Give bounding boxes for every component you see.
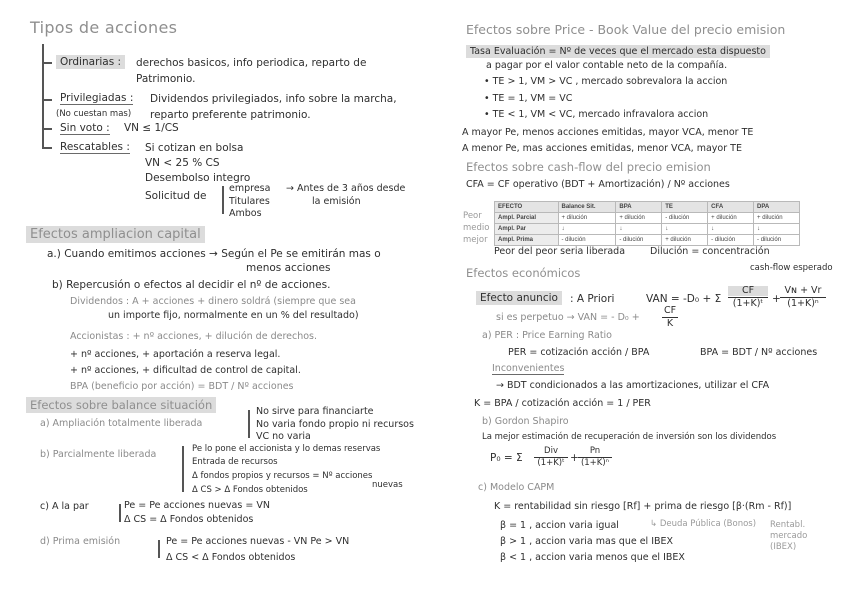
bpa-equation: BPA = BDT / Nº acciones	[700, 347, 818, 358]
table-cell: Ampl. Par	[495, 224, 559, 235]
table-cell: - dilución	[754, 235, 800, 246]
amp-dividendos: Dividendos : A + acciones + dinero soldrá (siempre que sea	[70, 296, 356, 307]
bal-b-3b: nuevas	[372, 480, 403, 490]
table-header-row	[495, 202, 800, 213]
table-cell: ↓	[616, 224, 662, 235]
title-price-book-value: Efectos sobre Price - Book Value del precio emision	[466, 22, 786, 37]
gordon-title: b) Gordon Shapiro	[482, 416, 569, 427]
amp-a-2: menos acciones	[246, 262, 331, 274]
tasa-evaluacion-2: a pagar por el valor contable neto de la compañía.	[486, 60, 728, 71]
mejor-label: mejor	[463, 235, 488, 245]
bracket-bal-d	[158, 540, 160, 558]
bracket-tick	[42, 147, 52, 149]
bal-d-1: Pe = Pe acciones nuevas - VN Pe > VN	[166, 536, 350, 547]
table-cell: + dilución	[662, 235, 708, 246]
privilegiadas-text: Dividendos privilegiados, info sobre la marcha,	[150, 93, 397, 105]
inconvenientes: Inconvenientes	[492, 363, 565, 374]
div-fraction	[534, 447, 568, 467]
rescatables-l2: VN < 25 % CS	[145, 157, 220, 169]
pb-mayor-pe: A mayor Pe, menos acciones emitidas, mayor VCA, menor TE	[462, 127, 754, 138]
table-cell: + dilución	[708, 213, 754, 224]
solicitud-label: Solicitud de	[145, 190, 207, 202]
amp-reserva-legal: + nº acciones, + aportación a reserva legal.	[70, 349, 281, 360]
van-fraction-vr	[780, 286, 826, 308]
amp-b: b) Repercusión o efectos al decidir el nº de acciones.	[52, 279, 331, 291]
table-cell: - dilución	[616, 235, 662, 246]
table-header: Balance Sit.	[558, 202, 616, 213]
k-equation: K = BPA / cotización acción = 1 / PER	[474, 398, 651, 409]
deuda-publica-note: ↳ Deuda Pública (Bonos)	[650, 519, 757, 529]
pn-denominator: (1+K)ⁿ	[580, 457, 610, 468]
vr-denominator: (1+K)ⁿ	[787, 297, 819, 309]
beta-menor: β < 1 , accion varia menos que el IBEX	[500, 552, 685, 563]
table-cell: + dilución	[754, 213, 800, 224]
bal-b-1: Pe lo pone el accionista y lo demas reservas	[192, 444, 381, 454]
van-equation: VAN = -D₀ + Σ	[646, 293, 722, 305]
gordon-text: La mejor estimación de recuperación de inversión son los dividendos	[482, 432, 777, 442]
per-title: a) PER : Price Earning Ratio	[482, 330, 612, 341]
table-header: CFA	[708, 202, 754, 213]
bal-a-3: VC no varia	[256, 431, 311, 442]
bal-b-2: Entrada de recursos	[192, 457, 278, 467]
table-header: TE	[662, 202, 708, 213]
rescatables-label: Rescatables :	[60, 141, 130, 153]
van-fraction-cf	[728, 286, 768, 308]
cf-numerator: CF	[728, 286, 768, 296]
per-equation: PER = cotización acción / BPA	[508, 347, 650, 358]
bal-a-2: No varia fondo propio ni recursos	[256, 419, 414, 430]
bal-c: c) A la par	[40, 501, 89, 512]
solicitud-ambos: Ambos	[229, 208, 262, 219]
table-cell: ↓	[662, 224, 708, 235]
a-priori: : A Priori	[570, 293, 615, 305]
amp-accionistas: Accionistas : + nº acciones, + dilución de derechos.	[70, 331, 318, 342]
amp-bpa: BPA (beneficio por acción) = BDT / Nº acciones	[70, 381, 294, 392]
antes-3-anos: → Antes de 3 años desde	[286, 183, 406, 194]
table-header: BPA	[616, 202, 662, 213]
capm-k: K = rentabilidad sin riesgo [Rf] + prima de riesgo [β·(Rm - Rf)]	[494, 501, 792, 512]
sin-voto-label: Sin voto :	[60, 122, 110, 134]
plus-sign: +	[570, 452, 579, 464]
solicitud-empresa: empresa	[229, 183, 271, 194]
efectos-table	[494, 201, 800, 246]
bal-b-3: Δ fondos propios y recursos = Nº acciones	[192, 471, 373, 481]
pn-fraction	[578, 447, 612, 467]
pb-bullet-2: • TE = 1, VM = VC	[484, 93, 573, 104]
bal-d: d) Prima emisión	[40, 536, 121, 547]
rentabl-note-2: mercado	[770, 531, 808, 541]
bracket-tick	[42, 128, 52, 130]
table-header: DPA	[754, 202, 800, 213]
bracket-tick	[42, 99, 52, 101]
div-denominator: (1+K)ᵗ	[537, 457, 565, 468]
perp-fraction	[662, 306, 678, 328]
table-cell: ↓	[708, 224, 754, 235]
tasa-evaluacion: Tasa Evaluación = Nº de veces que el mercado esta dispuesto	[466, 47, 770, 57]
bal-a: a) Ampliación totalmente liberada	[40, 418, 203, 429]
bracket-bal-a	[248, 410, 250, 438]
cash-flow-esperado-note: cash-flow esperado	[750, 263, 833, 273]
table-header: EFECTO	[495, 202, 559, 213]
cfa-formula: CFA = CF operativo (BDT + Amortización) / Nº acciones	[466, 179, 730, 190]
efecto-anuncio: Efecto anuncio	[476, 293, 562, 304]
ordinarias-text-2: Patrimonio.	[136, 73, 196, 85]
privilegiadas-note: (No cuestan mas)	[56, 109, 132, 119]
dilucion-note: Dilución = concentración	[650, 246, 770, 257]
amp-a: a.) Cuando emitimos acciones → Según el Pe se emitirán mas o	[47, 248, 381, 260]
rescatables-l3: Desembolso integro	[145, 172, 251, 184]
perp-denominator: K	[666, 317, 674, 329]
table-cell: + dilución	[616, 213, 662, 224]
title-balance-situacion: Efectos sobre balance situación	[26, 400, 216, 412]
cf-denominator: (1+K)ᵗ	[732, 297, 764, 309]
pb-menor-pe: A menor Pe, mas acciones emitidas, menor VCA, mayor TE	[462, 143, 742, 154]
bracket-bal-c	[119, 504, 121, 522]
title-efectos-economicos: Efectos económicos	[466, 266, 581, 280]
bal-c-1: Pe = Pe acciones nuevas = VN	[124, 500, 270, 511]
pb-bullet-3: • TE < 1, VM < VC, mercado infravalora accion	[484, 109, 709, 120]
pb-bullet-1: • TE > 1, VM > VC , mercado sobrevalora la accion	[484, 76, 728, 87]
vr-numerator: Vɴ + Vr	[784, 285, 822, 296]
privilegiadas-label: Privilegiadas :	[60, 92, 134, 104]
table-row	[495, 213, 800, 224]
plus-sign: +	[772, 293, 781, 305]
table-cell: ↓	[754, 224, 800, 235]
table-cell: Ampl. Parcial	[495, 213, 559, 224]
ordinarias-text: derechos basicos, info periodica, reparto de	[136, 57, 367, 69]
table-cell: - dilución	[662, 213, 708, 224]
bal-a-1: No sirve para financiarte	[256, 406, 374, 417]
bal-b-4: Δ CS > Δ Fondos obtenidos	[192, 485, 308, 495]
medio-label: medio	[463, 223, 490, 233]
table-cell: - dilución	[708, 235, 754, 246]
p0-equation: P₀ = Σ	[490, 452, 523, 464]
bal-b: b) Parcialmente liberada	[40, 449, 157, 460]
table-cell: - dilución	[558, 235, 616, 246]
bal-d-2: Δ CS < Δ Fondos obtenidos	[166, 552, 296, 563]
table-row	[495, 224, 800, 235]
table-row	[495, 235, 800, 246]
ordinarias-label: Ordinarias :	[56, 57, 125, 68]
beta-igual: β = 1 , accion varia igual	[500, 520, 619, 531]
la-emision: la emisión	[312, 196, 361, 207]
peor-note: Peor del peor seria liberada	[494, 246, 626, 257]
pn-numerator: Pn	[589, 446, 601, 456]
amp-dividendos-2: un importe fijo, normalmente en un % del resultado)	[108, 310, 359, 321]
bal-c-2: Δ CS = Δ Fondos obtenidos	[124, 514, 254, 525]
capm-title: c) Modelo CAPM	[478, 482, 555, 493]
table-cell: + dilución	[558, 213, 616, 224]
rentabl-note-1: Rentabl.	[770, 520, 806, 530]
title-cash-flow: Efectos sobre cash-flow del precio emision	[466, 160, 711, 174]
beta-mayor: β > 1 , accion varia mas que el IBEX	[500, 536, 674, 547]
perp-numerator: CF	[663, 305, 677, 316]
bracket-bal-b	[182, 446, 184, 492]
solicitud-titulares: Titulares	[229, 196, 270, 207]
title-ampliacion-capital: Efectos ampliacion capital	[26, 228, 205, 241]
perpetuo: si es perpetuo → VAN = - D₀ +	[496, 312, 640, 323]
rescatables-l1: Si cotizan en bolsa	[145, 142, 244, 154]
sin-voto-text: VN ≤ 1/CS	[124, 122, 179, 134]
rentabl-note-3: (IBEX)	[770, 542, 797, 552]
bracket-tipos	[42, 44, 44, 148]
inconvenientes-text: → BDT condicionados a las amortizaciones, utilizar el CFA	[496, 380, 770, 391]
amp-control-capital: + nº acciones, + dificultad de control de capital.	[70, 365, 301, 376]
bracket-solicitud	[222, 186, 224, 214]
privilegiadas-text-2: reparto preferente patrimonio.	[150, 109, 311, 121]
bracket-tick	[42, 62, 52, 64]
table-cell: Ampl. Prima	[495, 235, 559, 246]
table-cell: ↓	[558, 224, 616, 235]
div-numerator: Div	[544, 446, 558, 456]
title-tipos-acciones: Tipos de acciones	[30, 18, 178, 37]
peor-label: Peor	[463, 211, 482, 221]
